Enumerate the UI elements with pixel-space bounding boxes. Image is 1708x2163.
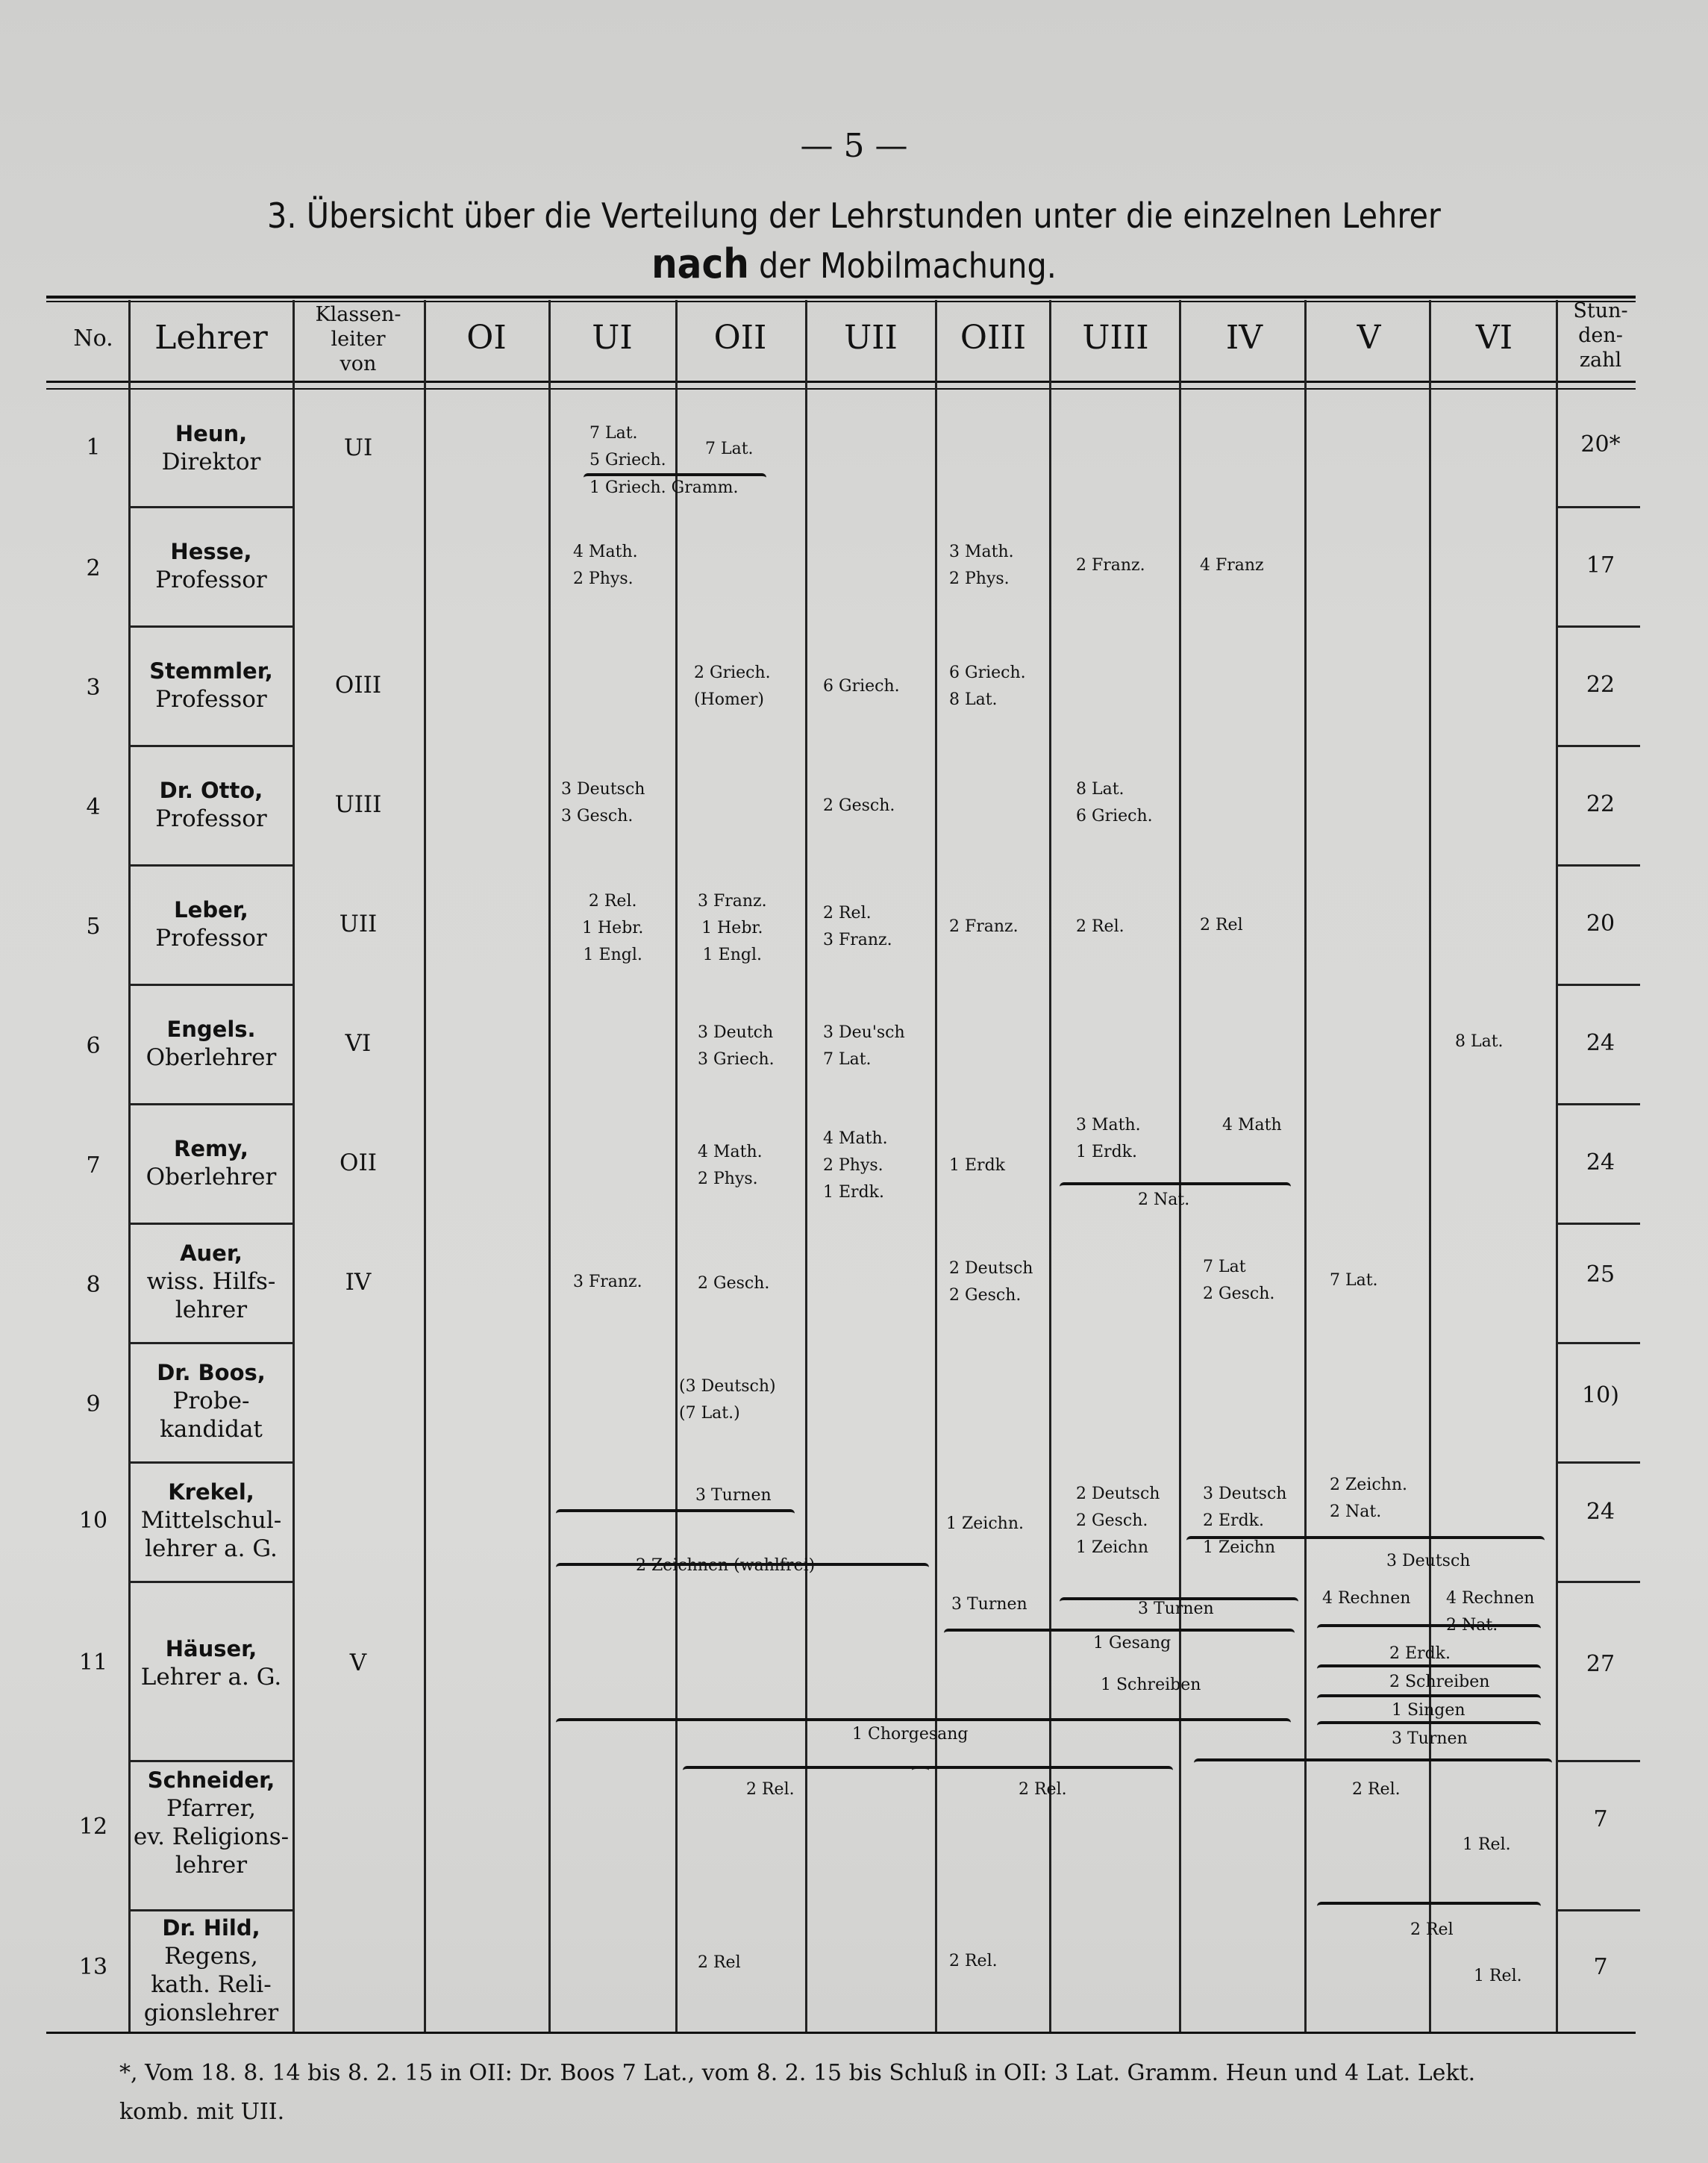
- subject-cell: 2 Rel.: [949, 1952, 998, 1970]
- subject-cell: 1 Erdk: [949, 1156, 1005, 1175]
- subject-cell: 4 Math. 2 Phys.: [698, 1143, 763, 1188]
- subject-cell: 3 Turnen: [1138, 1599, 1214, 1618]
- hour-count: 10): [1582, 1382, 1619, 1408]
- teacher-title: Professor: [155, 686, 267, 713]
- col-divider: [548, 300, 551, 2032]
- subject-cell: 3 Deutsch 2 Erdk. 1 Zeichn: [1203, 1485, 1287, 1557]
- subject-cell: 4 Rechnen 2 Nat.: [1446, 1589, 1535, 1635]
- header-klassenleiter: Klassen- leiter von: [315, 303, 401, 375]
- subject-cell: 4 Franz: [1200, 556, 1264, 575]
- header-col-uiii: UIII: [1082, 319, 1149, 357]
- class-leader: V: [349, 1649, 367, 1676]
- subject-cell: 2 Franz.: [1076, 556, 1145, 575]
- teacher-title: Oberlehrer: [146, 1164, 277, 1190]
- row-number: 8: [86, 1272, 101, 1298]
- row-divider: [131, 745, 295, 747]
- class-leader: UIII: [334, 791, 382, 818]
- row-divider: [131, 1342, 295, 1344]
- subject-cell: 4 Rechnen: [1322, 1589, 1411, 1608]
- row-number: 7: [86, 1152, 101, 1179]
- teacher-name: [133, 419, 290, 476]
- teacher-surname: Dr. Hild,: [162, 1915, 260, 1941]
- row-number: 13: [78, 1954, 108, 1980]
- subject-cell: 3 Deutsch: [1386, 1552, 1471, 1570]
- row-divider: [1558, 625, 1640, 628]
- subject-cell: 2 Gesch.: [698, 1274, 770, 1293]
- row-divider: [1558, 1342, 1640, 1344]
- subject-cell: 2 Zeichnen (wahlfrei): [636, 1556, 816, 1575]
- header-col-oiii: OIII: [960, 319, 1027, 357]
- subject-cell: 1 Chorgesang: [852, 1725, 969, 1744]
- teacher-surname: Häuser,: [165, 1636, 257, 1661]
- teacher-title: wiss. Hilfs- lehrer: [146, 1268, 276, 1323]
- subject-cell: 2 Rel. 1 Hebr. 1 Engl.: [582, 892, 644, 964]
- subject-cell: 2 Zeichn. 2 Nat.: [1330, 1476, 1407, 1521]
- row-divider: [1558, 1223, 1640, 1225]
- teacher-surname: Hesse,: [170, 539, 252, 564]
- teacher-title: Professor: [155, 566, 267, 593]
- subject-cell: 2 Gesch.: [823, 796, 895, 815]
- subject-cell: 2 Rel.: [746, 1780, 795, 1799]
- teacher-surname: Schneider,: [147, 1767, 275, 1793]
- teacher-title: Professor: [155, 925, 267, 952]
- subject-cell: 2 Deutsch 2 Gesch. 1 Zeichn: [1076, 1485, 1160, 1557]
- col-divider: [424, 300, 426, 2032]
- hour-count: 20: [1586, 911, 1615, 937]
- brace: [1186, 1536, 1545, 1545]
- row-divider: [131, 506, 295, 508]
- header-col-oi: OI: [466, 319, 507, 357]
- row-number: 10: [78, 1508, 108, 1534]
- row-divider: [131, 1909, 295, 1911]
- header-col-uii: UII: [844, 319, 898, 357]
- row-divider: [131, 1223, 295, 1225]
- col-divider: [1429, 300, 1431, 2032]
- brace: [1194, 1758, 1552, 1767]
- subject-cell: 2 Rel: [1410, 1920, 1454, 1939]
- subject-cell: 7 Lat 2 Gesch.: [1203, 1258, 1275, 1303]
- teacher-name: [133, 776, 290, 833]
- subject-cell: 4 Math. 2 Phys. 1 Erdk.: [823, 1129, 888, 1202]
- row-divider: [1558, 1581, 1640, 1583]
- subject-cell: 2 Rel. 3 Franz.: [823, 904, 892, 949]
- subject-cell: 8 Lat.: [1455, 1032, 1504, 1051]
- subject-cell: 2 Deutsch 2 Gesch.: [949, 1259, 1033, 1305]
- teacher-surname: Krekel,: [168, 1479, 254, 1505]
- subject-cell: 2 Nat.: [1138, 1190, 1190, 1209]
- teacher-surname: Dr. Otto,: [159, 778, 263, 803]
- row-number: 6: [86, 1033, 101, 1059]
- row-divider: [1558, 864, 1640, 867]
- col-divider: [1556, 300, 1558, 2032]
- teacher-name: [133, 1015, 290, 1072]
- teacher-title: Mittelschul- lehrer a. G.: [140, 1507, 282, 1562]
- row-divider: [131, 1581, 295, 1583]
- row-number: 5: [86, 914, 101, 940]
- subject-cell: 2 Rel: [698, 1953, 741, 1972]
- header-stundenzahl: Stun- den- zahl: [1573, 299, 1628, 372]
- teacher-name: [133, 657, 290, 714]
- bottom-rule: [46, 2032, 1636, 2034]
- subject-cell: 2 Rel.: [1019, 1780, 1067, 1799]
- col-divider: [675, 300, 678, 2032]
- teacher-surname: Stemmler,: [149, 658, 273, 684]
- row-divider: [131, 1103, 295, 1105]
- hour-count: 17: [1586, 552, 1615, 578]
- teacher-name: [133, 896, 290, 952]
- teacher-name: [133, 1134, 290, 1191]
- row-divider: [131, 1461, 295, 1464]
- brace: [912, 1766, 1173, 1775]
- subject-cell: 1 Singen: [1392, 1701, 1465, 1720]
- subject-cell: 3 Math. 2 Phys.: [949, 543, 1014, 588]
- col-divider: [128, 300, 131, 2032]
- row-divider: [131, 984, 295, 986]
- table-title-line2: [85, 240, 1622, 287]
- subject-cell: 1 Griech. Gramm.: [589, 478, 739, 497]
- class-leader: UI: [343, 434, 373, 461]
- subject-cell: 3 Math. 1 Erdk.: [1076, 1116, 1141, 1161]
- class-leader: VI: [345, 1030, 372, 1057]
- hour-count: 20*: [1580, 431, 1621, 458]
- row-divider: [1558, 1760, 1640, 1762]
- header-col-ui: UI: [592, 319, 633, 357]
- teacher-name: [133, 1358, 290, 1443]
- row-divider: [1558, 506, 1640, 508]
- subject-cell: 1 Gesang: [1093, 1634, 1171, 1652]
- brace: [1317, 1902, 1541, 1911]
- header-rule: [46, 381, 1636, 383]
- subject-cell: 2 Schreiben: [1389, 1673, 1490, 1691]
- brace: [1060, 1597, 1298, 1606]
- class-leader: OIII: [334, 672, 382, 699]
- title-rest: der Mobilmachung.: [748, 246, 1057, 286]
- col-divider: [1179, 300, 1181, 2032]
- hour-count: 7: [1593, 1954, 1608, 1980]
- subject-cell: 3 Franz. 1 Hebr. 1 Engl.: [698, 892, 767, 964]
- subject-cell: 3 Turnen: [951, 1595, 1027, 1614]
- subject-cell: 4 Math: [1222, 1116, 1282, 1134]
- hour-count: 27: [1586, 1651, 1615, 1677]
- teacher-title: Regens, kath. Reli- gionslehrer: [143, 1943, 279, 2026]
- teacher-surname: Leber,: [174, 897, 248, 923]
- teacher-name: [133, 1239, 290, 1324]
- top-rule-thin: [46, 301, 1636, 302]
- subject-cell: 3 Franz.: [573, 1273, 642, 1291]
- header-col-oii: OII: [713, 319, 767, 357]
- page-number: — 5 —: [800, 127, 908, 165]
- row-divider: [1558, 1909, 1640, 1911]
- brace: [1317, 1624, 1541, 1633]
- row-divider: [131, 625, 295, 628]
- teacher-surname: Engels.: [166, 1017, 256, 1042]
- table-title: 3. Übersicht über die Verteilung der Lehrstunden unter die einzelnen Lehrer: [267, 196, 1441, 236]
- teacher-title: Professor: [155, 805, 267, 832]
- subject-cell: 1 Zeichn.: [946, 1514, 1024, 1533]
- teacher-title: Lehrer a. G.: [140, 1664, 282, 1691]
- header-lehrer: Lehrer: [154, 319, 268, 357]
- subject-cell: 1 Rel.: [1463, 1835, 1511, 1854]
- teacher-title: Oberlehrer: [146, 1044, 277, 1071]
- subject-cell: 3 Turnen: [695, 1486, 772, 1505]
- subject-cell: 3 Deu'sch 7 Lat.: [823, 1023, 905, 1069]
- subject-cell: 6 Griech.: [823, 677, 900, 696]
- footnote: *, Vom 18. 8. 14 bis 8. 2. 15 in OII: Dr. Boos 7 Lat., vom 8. 2. 15 bis Schluß in OII: 3 Lat. Gramm. Heun und 4 Lat. Lekt. komb. mit UII.: [119, 2060, 1476, 2125]
- row-number: 4: [86, 794, 101, 820]
- top-rule: [46, 296, 1636, 299]
- subject-cell: 3 Deutsch 3 Gesch.: [561, 780, 645, 825]
- subject-cell: 2 Erdk.: [1389, 1644, 1451, 1663]
- subject-cell: 2 Franz.: [949, 917, 1019, 936]
- header-col-v: V: [1357, 319, 1381, 357]
- row-divider: [1558, 1461, 1640, 1464]
- hour-count: 22: [1586, 791, 1615, 817]
- subject-cell: 2 Griech. (Homer): [694, 664, 771, 709]
- hour-count: 24: [1586, 1030, 1615, 1056]
- row-number: 1: [86, 434, 101, 461]
- hour-count: 25: [1586, 1261, 1615, 1288]
- teacher-surname: Auer,: [180, 1240, 243, 1266]
- subject-cell: 1 Rel.: [1474, 1967, 1522, 1985]
- subject-cell: 7 Lat.: [1330, 1271, 1378, 1290]
- row-number: 9: [86, 1391, 101, 1417]
- row-number: 11: [78, 1649, 108, 1676]
- header-no: No.: [73, 325, 113, 352]
- teacher-name: [133, 1478, 290, 1563]
- brace: [556, 1509, 795, 1518]
- teacher-name: [133, 1766, 290, 1879]
- subject-cell: 2 Rel.: [1352, 1780, 1401, 1799]
- hour-count: 7: [1593, 1806, 1608, 1832]
- teacher-title: Probe- kandidat: [160, 1388, 263, 1443]
- teacher-surname: Heun,: [175, 421, 248, 446]
- subject-cell: 6 Griech. 8 Lat.: [949, 664, 1026, 709]
- subject-cell: 3 Turnen: [1392, 1729, 1468, 1748]
- subject-cell: 8 Lat. 6 Griech.: [1076, 780, 1153, 825]
- subject-cell: 2 Rel.: [1076, 917, 1124, 936]
- hour-count: 24: [1586, 1149, 1615, 1176]
- subject-cell: 7 Lat.: [705, 440, 754, 458]
- teacher-title: Pfarrer, ev. Religions- lehrer: [133, 1795, 290, 1879]
- title-bold-word: nach: [651, 240, 749, 287]
- row-divider: [1558, 1103, 1640, 1105]
- class-leader: OII: [340, 1149, 377, 1176]
- teacher-surname: Dr. Boos,: [157, 1360, 266, 1385]
- row-number: 12: [78, 1814, 108, 1840]
- header-rule-thin: [46, 388, 1636, 390]
- teacher-name: [133, 537, 290, 594]
- subject-cell: 4 Math. 2 Phys.: [573, 543, 638, 588]
- subject-cell: (3 Deutsch) (7 Lat.): [679, 1377, 776, 1423]
- row-number: 3: [86, 675, 101, 701]
- teacher-name: [133, 1914, 290, 2027]
- row-number: 2: [86, 555, 101, 581]
- teacher-name: [133, 1635, 290, 1691]
- col-divider: [1304, 300, 1307, 2032]
- header-col-vi: VI: [1475, 319, 1513, 357]
- class-leader: UII: [339, 911, 378, 937]
- row-divider: [1558, 745, 1640, 747]
- row-divider: [131, 1760, 295, 1762]
- hour-count: 22: [1586, 672, 1615, 698]
- teacher-surname: Remy,: [174, 1136, 248, 1161]
- row-divider: [131, 864, 295, 867]
- row-divider: [1558, 984, 1640, 986]
- subject-cell: 2 Rel: [1200, 916, 1243, 934]
- teacher-title: Direktor: [161, 449, 261, 475]
- subject-cell: 3 Deutch 3 Griech.: [698, 1023, 775, 1069]
- hour-count: 24: [1586, 1499, 1615, 1525]
- subject-cell: 1 Schreiben: [1101, 1676, 1201, 1694]
- subject-cell: 7 Lat. 5 Griech.: [589, 424, 666, 469]
- header-col-iv: IV: [1225, 319, 1263, 357]
- class-leader: IV: [345, 1269, 372, 1296]
- brace: [683, 1766, 929, 1775]
